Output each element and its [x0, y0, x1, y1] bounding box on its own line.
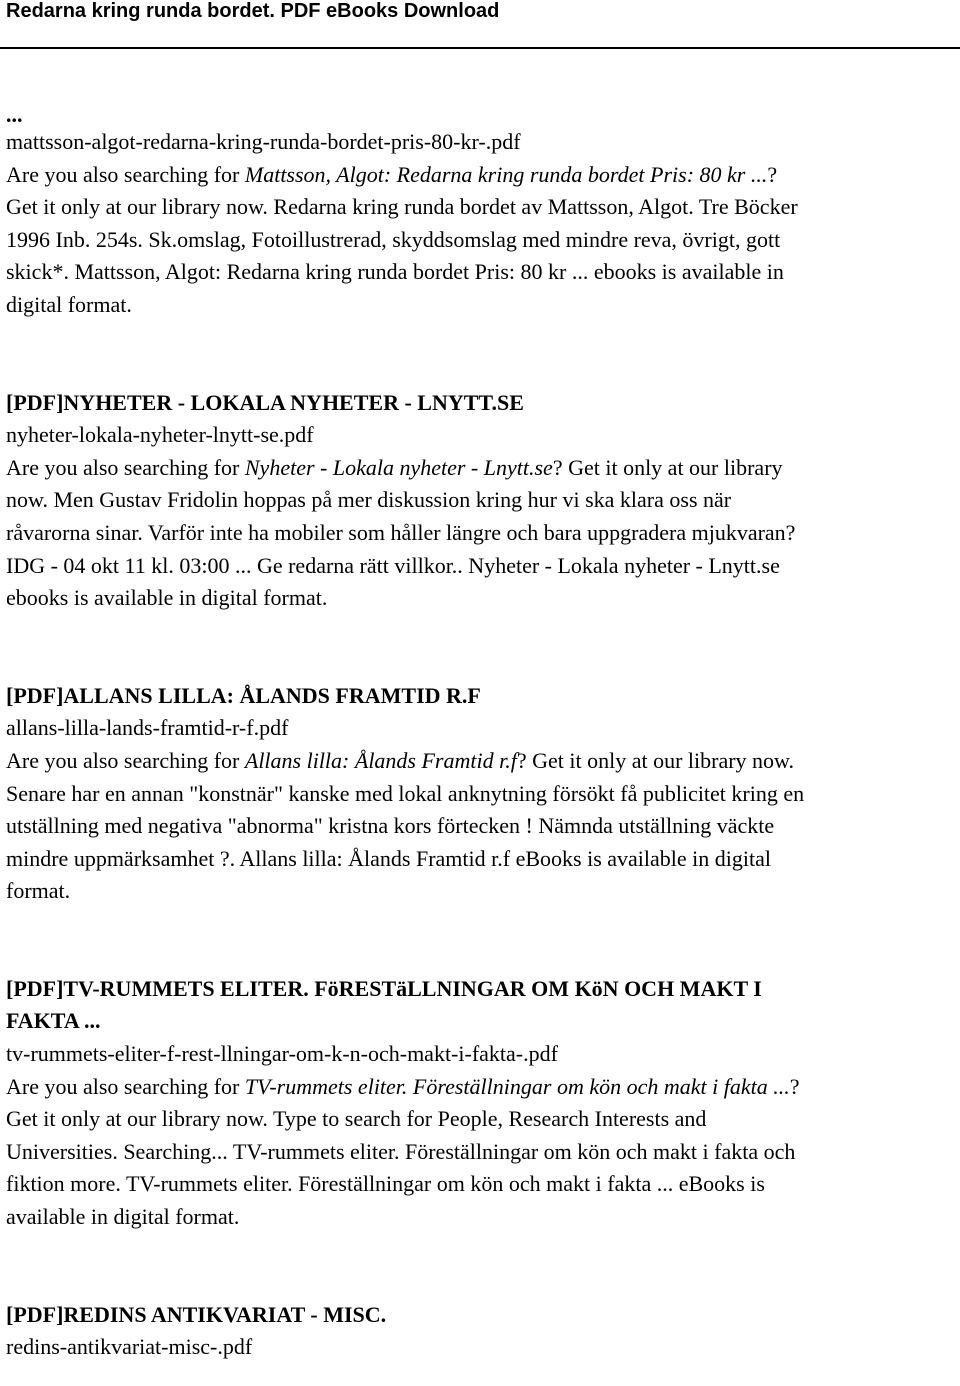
- book-title: Mattsson, Algot: Redarna kring runda bordet Pris: 80 kr ...: [244, 161, 768, 187]
- search-query-line: Are you also searching for Nyheter - Lokala nyheter - Lnytt.se? Get it only at our library: [6, 454, 783, 480]
- file-name: tv-rummets-eliter-f-rest-llningar-om-k-n-och-makt-i-fakta-.pdf: [6, 1041, 558, 1067]
- body-line: Get it only at our library now. Redarna kring runda bordet av Mattsson, Algot. Tre Böcker: [6, 194, 798, 220]
- page-header: [0, 0, 960, 50]
- search-query-line: Are you also searching for Allans lilla: Ålands Framtid r.f? Get it only at our library now.: [6, 747, 795, 773]
- entry-heading[interactable]: [PDF]ALLANS LILLA: ÅLANDS FRAMTID R.F: [6, 682, 481, 708]
- file-name: mattsson-algot-redarna-kring-runda-bordet-pris-80-kr-.pdf: [6, 129, 521, 154]
- document-body: [6, 102, 956, 1364]
- entry-heading[interactable]: [PDF]NYHETER - LOKALA NYHETER - LNYTT.SE: [6, 389, 524, 415]
- intro-entry: [6, 104, 956, 322]
- leading-ellipsis: ...: [6, 102, 23, 127]
- body-line: skick*. Mattsson, Algot: Redarna kring runda bordet Pris: 80 kr ... ebooks is available in: [6, 259, 784, 285]
- body-line: ebooks is available in digital format.: [6, 585, 328, 611]
- search-query-line: Are you also searching for TV-rummets eliter. Föreställningar om kön och makt i fakta ...?: [6, 1073, 800, 1099]
- header-divider: [0, 47, 960, 49]
- body-line: råvarorna sinar. Varför inte ha mobiler som håller längre och bara uppgradera mjukvaran?: [6, 519, 796, 545]
- book-title: Nyheter - Lokala nyheter - Lnytt.se: [244, 454, 553, 480]
- body-line: fiktion more. TV-rummets eliter. Föreställningar om kön och makt i fakta ... eBooks is: [6, 1171, 765, 1197]
- entry-tv-rummets-eliter: [6, 973, 956, 1234]
- body-line: available in digital format.: [6, 1204, 240, 1230]
- book-title: TV-rummets eliter. Föreställningar om kön och makt i fakta ...: [244, 1073, 790, 1099]
- body-line: Senare har en annan "konstnär" kanske med lokal anknytning försökt få publicitet kring en: [6, 780, 805, 806]
- file-name: redins-antikvariat-misc-.pdf: [6, 1334, 253, 1360]
- body-line: 1996 Inb. 254s. Sk.omslag, Fotoillustrerad, skyddsomslag med mindre reva, övrigt, gott: [6, 226, 781, 252]
- entry-heading[interactable]: [PDF]REDINS ANTIKVARIAT - MISC.: [6, 1301, 387, 1327]
- body-line: IDG - 04 okt 11 kl. 03:00 ... Ge redarna rätt villkor.. Nyheter - Lokala nyheter - Lnytt.se: [6, 552, 780, 578]
- body-line: now. Men Gustav Fridolin hoppas på mer diskussion kring hur vi ska klara oss när: [6, 487, 732, 513]
- entry-nyheter: [6, 387, 956, 615]
- body-line: mindre uppmärksamhet ?. Allans lilla: Ålands Framtid r.f eBooks is available in digital: [6, 845, 771, 871]
- body-line: utställning med negativa "abnorma" kristna kors förtecken ! Nämnda utställning väckte: [6, 813, 775, 839]
- body-line: Get it only at our library now. Type to search for People, Research Interests and: [6, 1106, 707, 1132]
- body-line: format.: [6, 878, 71, 904]
- entry-redins-antikvariat: [6, 1299, 956, 1364]
- file-name: nyheter-lokala-nyheter-lnytt-se.pdf: [6, 422, 314, 448]
- body-line: digital format.: [6, 291, 132, 317]
- file-name: allans-lilla-lands-framtid-r-f.pdf: [6, 715, 289, 741]
- entry-allans-lilla: [6, 680, 956, 908]
- body-line: Universities. Searching... TV-rummets eliter. Föreställningar om kön och makt i fakta och: [6, 1138, 796, 1164]
- search-query-line: Are you also searching for Mattsson, Algot: Redarna kring runda bordet Pris: 80 kr ...?: [6, 161, 778, 187]
- book-title: Allans lilla: Ålands Framtid r.f: [244, 747, 517, 773]
- entry-heading-continued[interactable]: FAKTA ...: [6, 1008, 101, 1034]
- page-title: Redarna kring runda bordet. PDF eBooks Download: [6, 0, 500, 22]
- entry-heading[interactable]: [PDF]TV-RUMMETS ELITER. FöRESTäLLNINGAR OM KöN OCH MAKT I: [6, 975, 762, 1001]
